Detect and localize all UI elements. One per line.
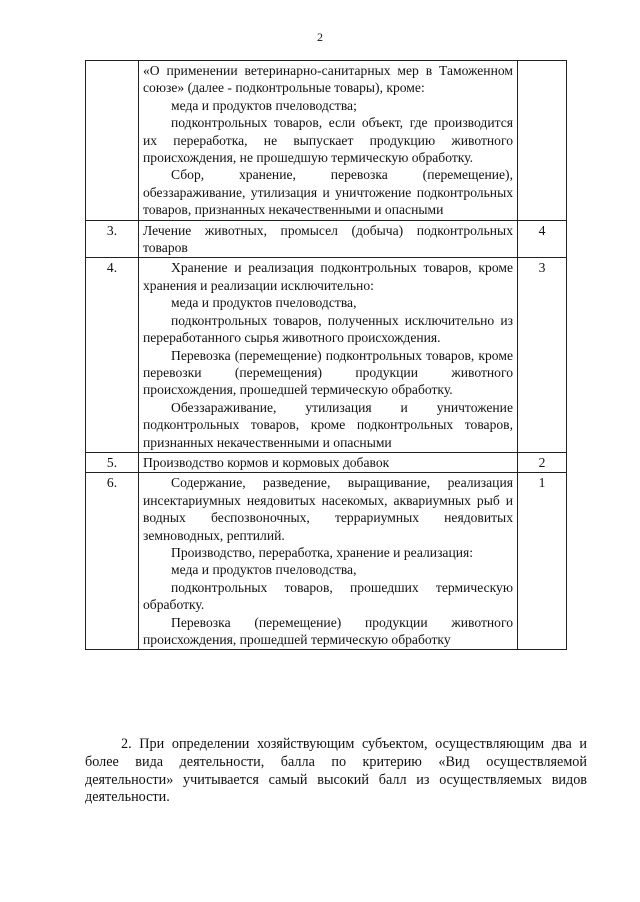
activity-score: 1 [518,473,567,650]
table-row [86,258,567,452]
activity-paragraph: Производство кормов и кормовых добавок [143,454,390,470]
table-row [86,220,567,258]
activity-paragraph: меда и продуктов пчеловодства; [171,97,357,113]
activity-paragraph: меда и продуктов пчеловодства, [171,295,357,311]
activity-paragraph: Хранение и реализация подконтрольных товаров, кроме хранения и реализации исключительно: [143,260,513,293]
table-row [86,473,567,650]
page-number: 2 [317,30,323,44]
table-row [86,61,567,221]
activity-score: 3 [518,258,567,452]
activity-paragraph: меда и продуктов пчеловодства, [171,562,357,578]
activity-paragraph: «О применении ветеринарно-санитарных мер в Таможенном союзе» (далее - подконтрольные товары), кроме: [143,63,513,96]
table-row [86,452,567,472]
activity-description [139,258,518,452]
activity-paragraph: Сбор, хранение, перевозка (перемещение), обеззараживание, утилизация и уничтожение подконтрольных товаров, признанных некачественными и опасными [143,167,513,218]
activity-description [139,61,518,221]
activity-description [139,220,518,258]
activity-description [139,452,518,472]
footer-paragraph [85,736,587,807]
footer-paragraph-text: 2. При определении хозяйствующим субъектом, осуществляющим два и более вида деятельности, балла по критерию «Вид осуществляемой деятельности» учитывается самый высокий балл из осуществляемых видов деятельности. [85,736,587,806]
row-number [86,61,139,221]
activity-paragraph: Производство, переработка, хранение и реализация: [171,544,474,560]
activity-paragraph: Содержание, разведение, выращивание, реализация инсектариумных неядовитых насекомых, аквариумных рыб и водных беспозвоночных, террариумных неядовитых земноводных, рептилий. [143,475,513,543]
activity-score: 2 [518,452,567,472]
activity-description [139,473,518,650]
activity-paragraph: подконтрольных товаров, полученных исключительно из переработанного сырья животного происхождения. [143,312,513,346]
activity-paragraph: Перевозка (перемещение) продукции животного происхождения, прошедшей термическую обработку [143,614,513,647]
activity-score: 4 [518,220,567,258]
row-number: 5. [86,452,139,472]
row-number: 4. [86,258,139,452]
activity-paragraph: подконтрольных товаров, если объект, где производится их переработка, не выпускает продукцию животного происхождения, не прошедшую термическую обработку. [143,115,513,166]
activity-score [518,61,567,221]
activity-paragraph: подконтрольных товаров, прошедших термическую обработку. [143,579,513,613]
row-number: 6. [86,473,139,650]
activity-paragraph: Обеззараживание, утилизация и уничтожение подконтрольных товаров, кроме подконтрольных товаров, признанных некачественными и опасными [143,399,513,450]
activity-score-table [85,60,567,650]
row-number: 3. [86,220,139,258]
activity-paragraph: Лечение животных, промысел (добыча) подконтрольных товаров [143,222,513,256]
activity-paragraph: Перевозка (перемещение) подконтрольных товаров, кроме перевозки (перемещения) продукции животного происхождения, прошедшей термическую обработку. [143,347,513,398]
